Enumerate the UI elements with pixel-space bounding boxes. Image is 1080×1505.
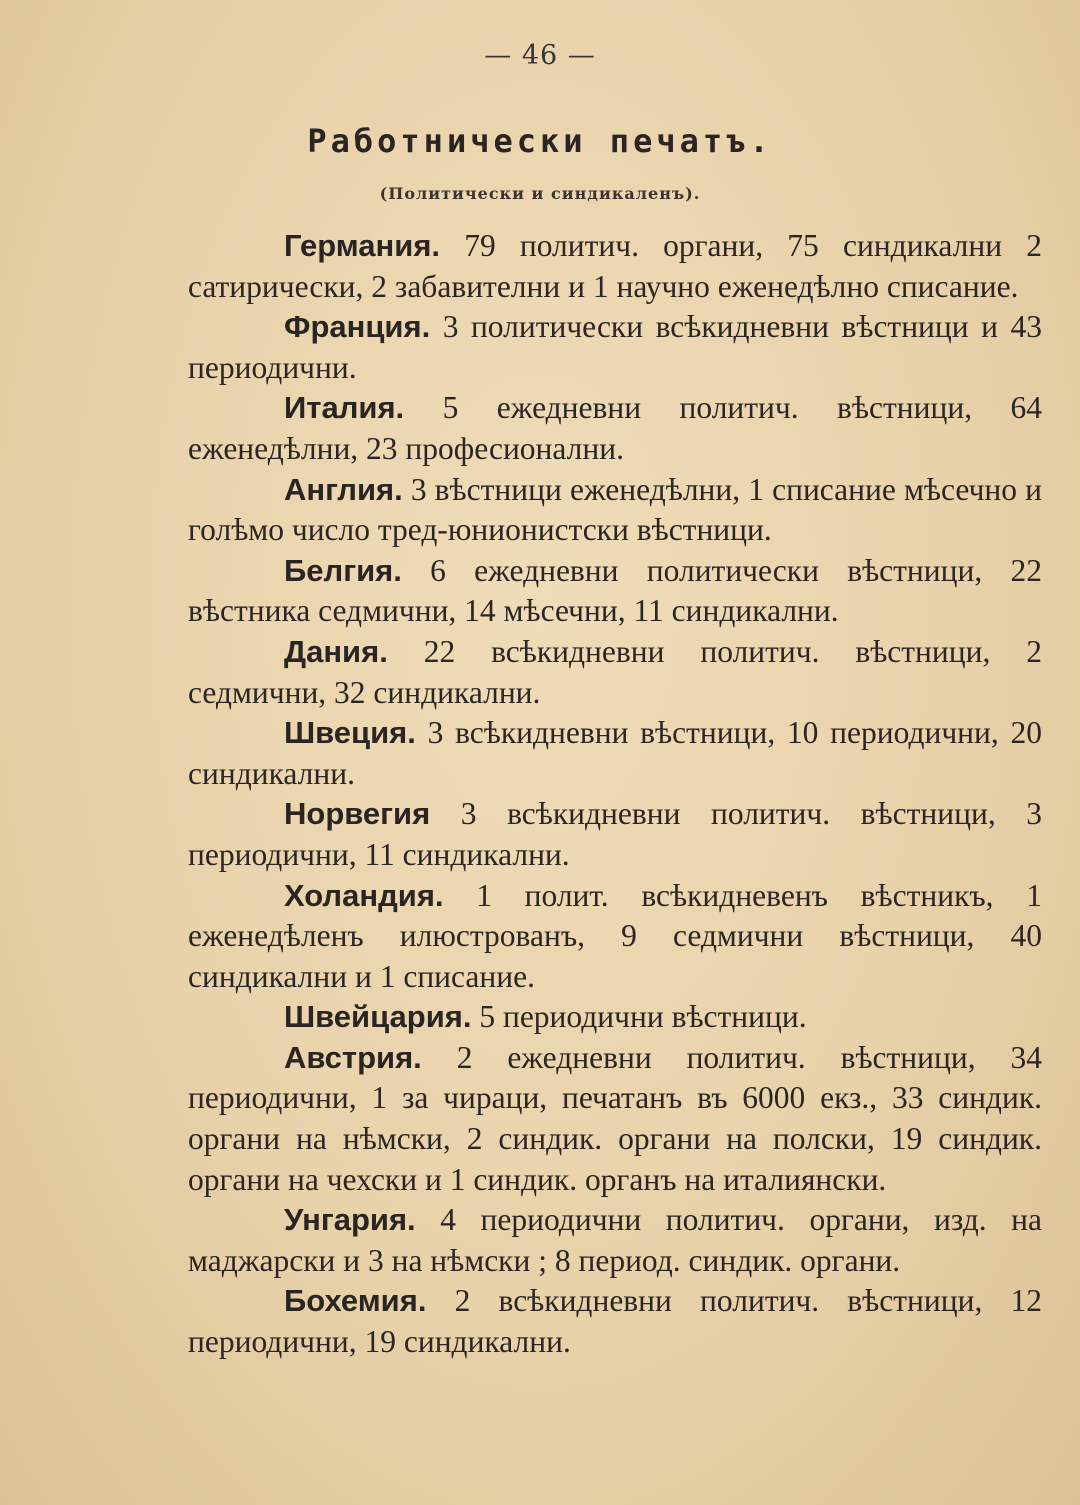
entry-italy (188, 388, 1042, 469)
country-name: Дания. (284, 633, 388, 669)
entry-england (188, 470, 1042, 551)
country-name: Бохемия. (284, 1283, 427, 1319)
country-name: Англия. (284, 471, 403, 507)
entry-austria (188, 1038, 1042, 1200)
country-name: Германия. (284, 228, 441, 263)
entry-text: 4 периодични политич. органи, изд. на маджарски и 3 на нѣмски ; 8 период. синдик. органи. (188, 1202, 1042, 1278)
country-name: Швейцария. (284, 999, 472, 1035)
entry-text: 3 вѣстници еженедѣлни, 1 списание мѣсечно и голѣмо число тред-юнионистски вѣстници. (188, 471, 1042, 548)
country-name: Италия. (284, 390, 405, 426)
country-name: Белгия. (284, 552, 402, 588)
page-subtitle: (Политически и синдикаленъ). (379, 184, 701, 203)
entry-text: 5 ежедневни политич. вѣстници, 64 еженедѣлни, 23 професионални. (188, 390, 1042, 466)
country-name: Австрия. (284, 1039, 422, 1075)
entry-text: 3 всѣкидневни политич. вѣстници, 3 периодични, 11 синдикални. (188, 796, 1042, 872)
entry-text: 1 полит. всѣкидневенъ вѣстникъ, 1 еженедѣленъ илюстрованъ, 9 седмични вѣстници, 40 синдикални и 1 списание. (188, 877, 1042, 994)
country-name: Холандия. (284, 877, 444, 913)
entry-text: 6 ежедневни политически вѣстници, 22 вѣстника седмични, 14 мѣсечни, 11 синдикални. (188, 552, 1042, 629)
page-title: Работнически печатъ. (307, 122, 773, 160)
entry-norway (188, 794, 1042, 875)
country-name: Швеция. (284, 715, 416, 751)
entry-text: 3 политически всѣкидневни вѣстници и 43 периодични. (188, 309, 1042, 385)
entry-text: 79 политич. органи, 75 синдикални 2 сатирически, 2 забавителни и 1 научно еженедѣлно списание. (188, 228, 1042, 304)
country-name: Унгария. (284, 1202, 416, 1238)
country-name: Норвегия (284, 796, 431, 832)
body-text (188, 226, 1042, 1363)
entry-germany (188, 226, 1042, 307)
entry-text: 2 ежедневни политич. вѣстници, 34 периодични, 1 за чираци, печатанъ въ 6000 екз., 33 синдик. органи на нѣмски, 2 синдик. органи на полски, 19 синдик. органи на чехски и 1 синдик. органъ на италиянски. (188, 1039, 1042, 1197)
entry-text: 22 всѣкидневни политич. вѣстници, 2 седмични, 32 синдикални. (188, 633, 1042, 710)
entry-bohemia (188, 1281, 1042, 1362)
entry-denmark (188, 632, 1042, 713)
entry-text: 3 всѣкидневни вѣстници, 10 периодични, 20 синдикални. (188, 715, 1042, 791)
entry-sweden (188, 713, 1042, 794)
entry-france (188, 307, 1042, 388)
entry-belgium (188, 551, 1042, 632)
entry-text: 5 периодични вѣстници. (471, 999, 807, 1035)
entry-text: 2 всѣкидневни политич. вѣстници, 12 периодични, 19 синдикални. (188, 1283, 1042, 1360)
country-name: Франция. (284, 309, 431, 345)
entry-switzerland (188, 997, 1042, 1038)
entry-holland (188, 876, 1042, 998)
page-number: — 46 — (484, 40, 596, 71)
entry-hungary (188, 1200, 1042, 1281)
